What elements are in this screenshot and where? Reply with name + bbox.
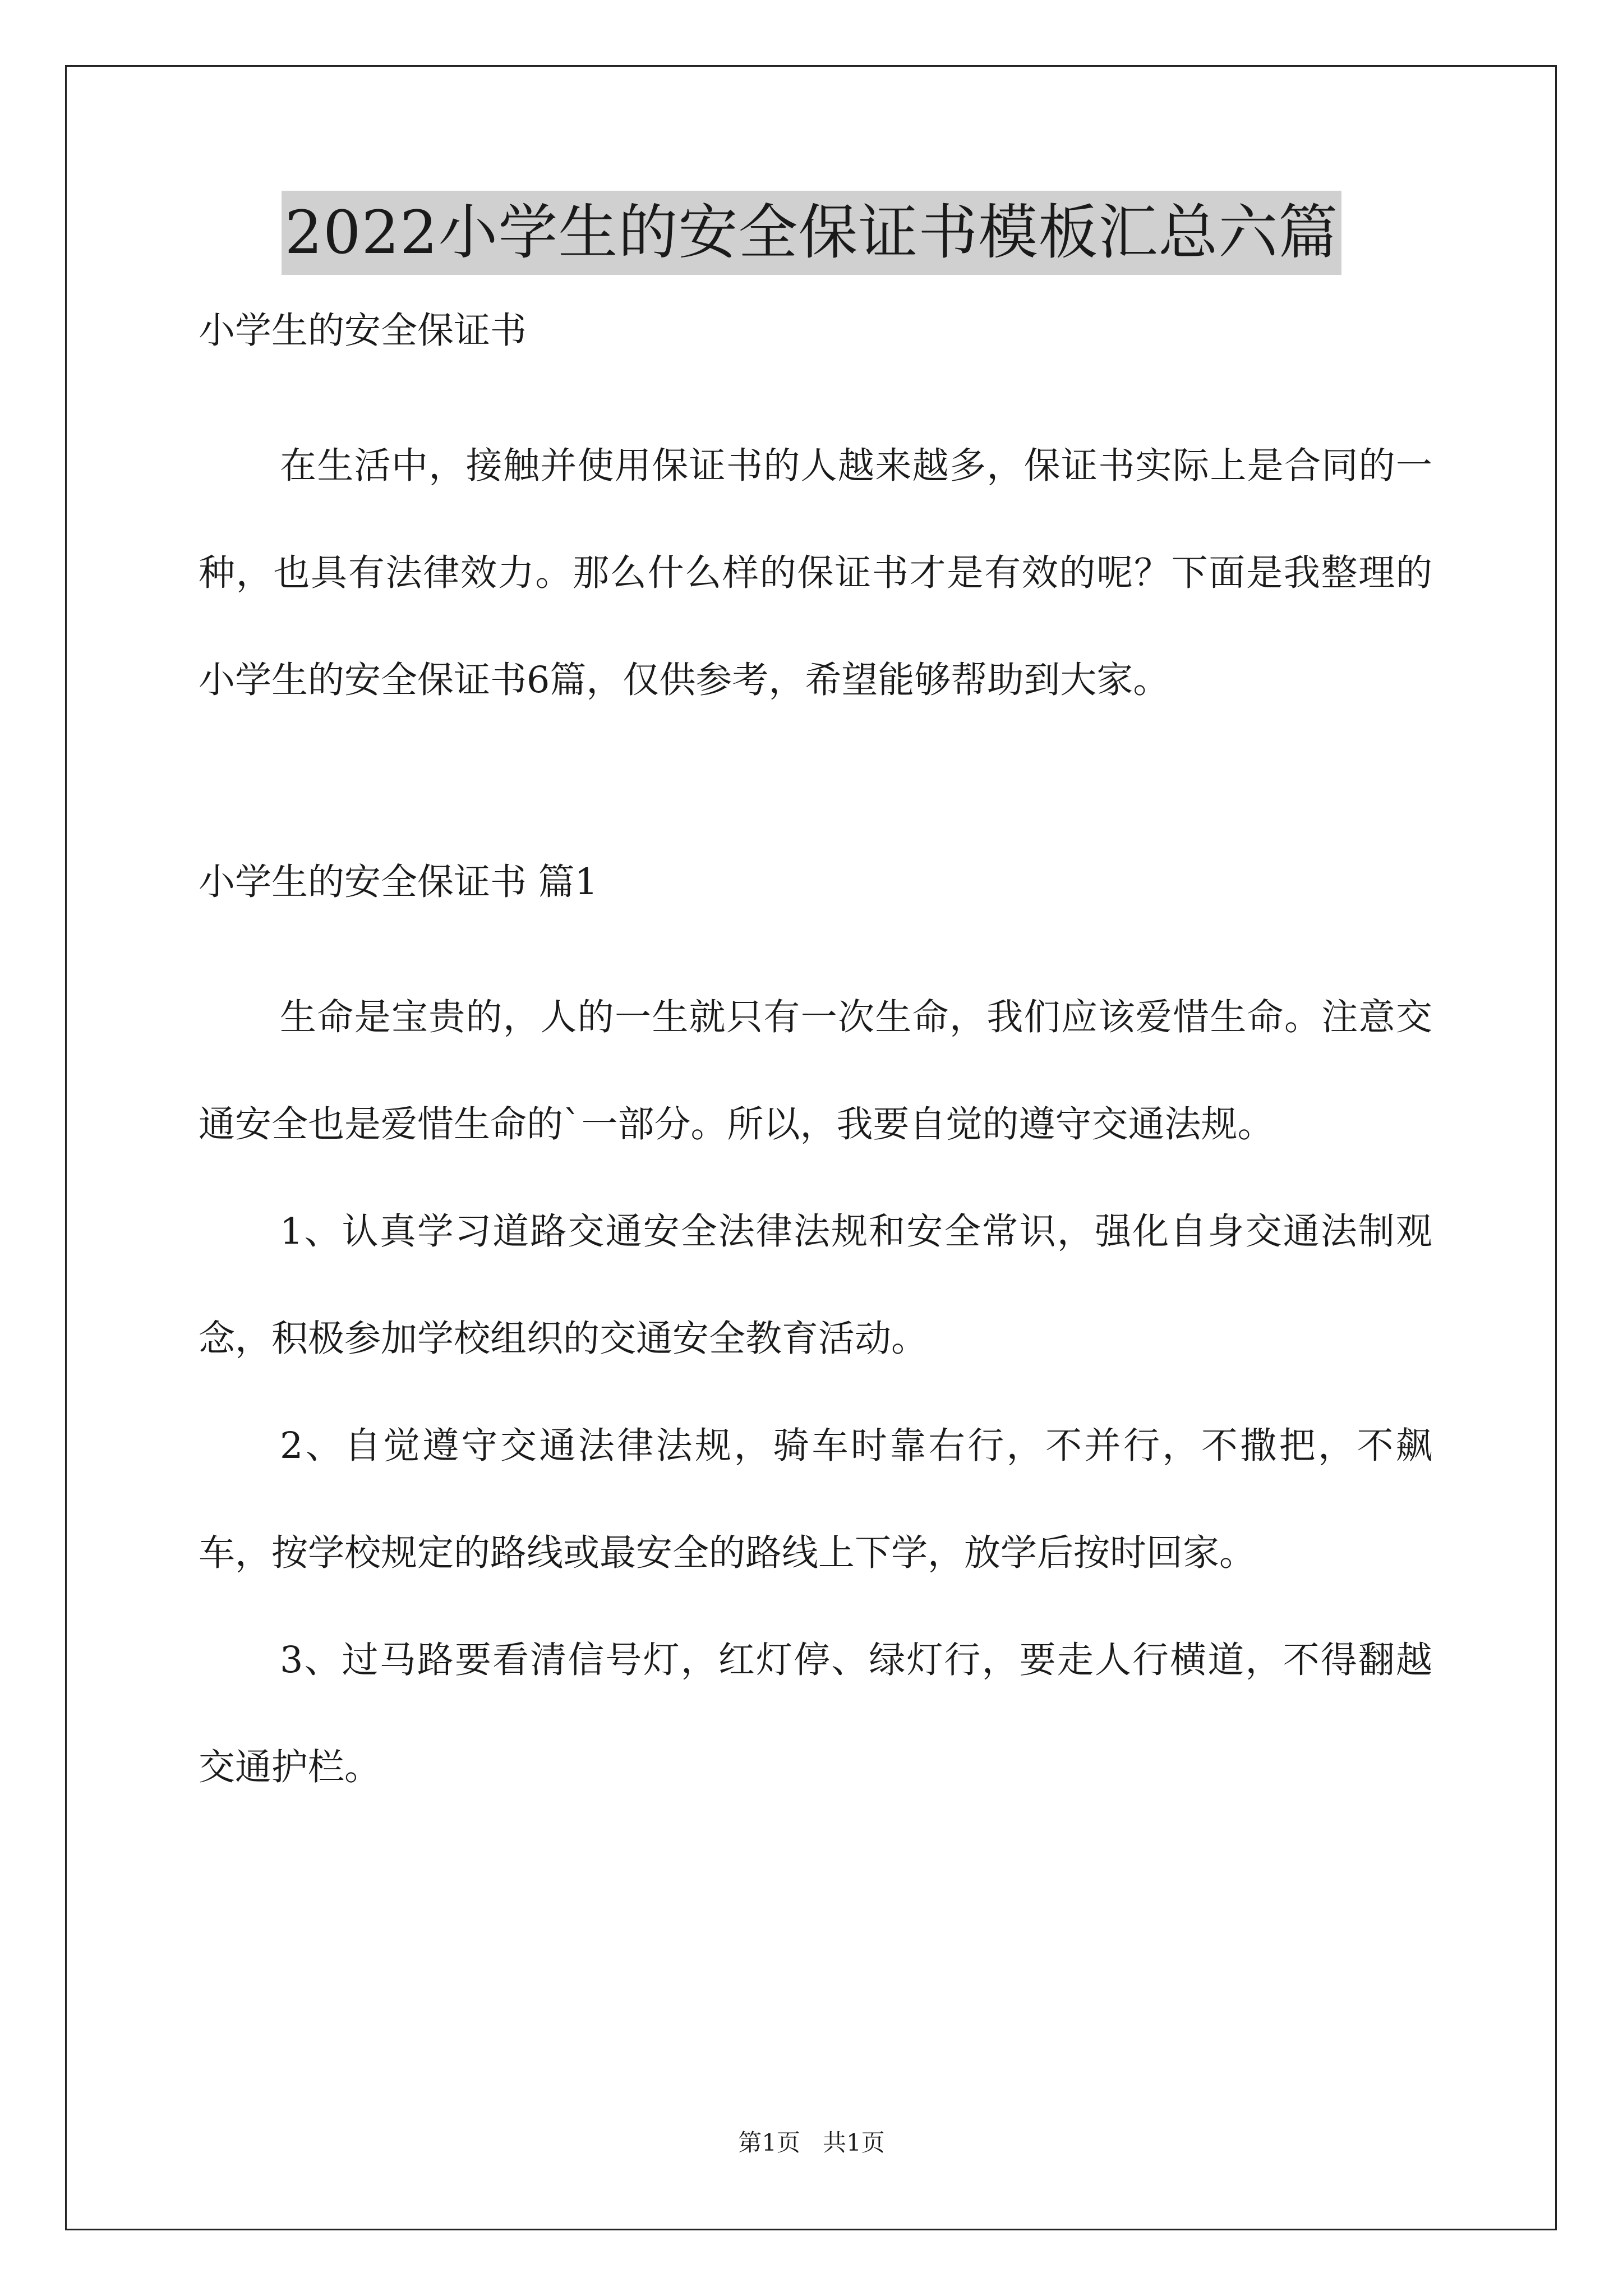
- spacer: [199, 356, 1432, 412]
- section-paragraph: 生命是宝贵的，人的一生就只有一次生命，我们应该爱惜生命。注意交通安全也是爱惜生命的`一部分。所以，我要自觉的遵守交通法规。: [199, 996, 1432, 1145]
- document-body: [199, 306, 1432, 1821]
- section-paragraph: 1、认真学习道路交通安全法律法规和安全常识，强化自身交通法制观念，积极参加学校组织的交通安全教育活动。: [199, 1211, 1432, 1360]
- spacer: [199, 734, 1432, 857]
- section-paragraph: 3、过马路要看清信号灯，红灯停、绿灯行，要走人行横道，不得翻越交通护栏。: [199, 1639, 1432, 1788]
- document-title: 2022小学生的安全保证书模板汇总六篇: [282, 191, 1342, 275]
- section-paragraph: 2、自觉遵守交通法律法规，骑车时靠右行，不并行，不撒把，不飙车，按学校规定的路线或最安全的路线上下学，放学后按时回家。: [199, 1425, 1432, 1574]
- spacer: [199, 908, 1432, 964]
- section-heading: 小学生的安全保证书 篇1: [199, 861, 598, 903]
- page-footer: 第1页 共1页: [738, 2129, 885, 2156]
- intro-heading: 小学生的安全保证书: [199, 310, 527, 352]
- title-wrapper: [0, 191, 1623, 275]
- intro-paragraph: 在生活中，接触并使用保证书的人越来越多，保证书实际上是合同的一种，也具有法律效力。那么什么样的保证书才是有效的呢？下面是我整理的小学生的安全保证书6篇，仅供参考，希望能够帮助到大家。: [199, 445, 1432, 701]
